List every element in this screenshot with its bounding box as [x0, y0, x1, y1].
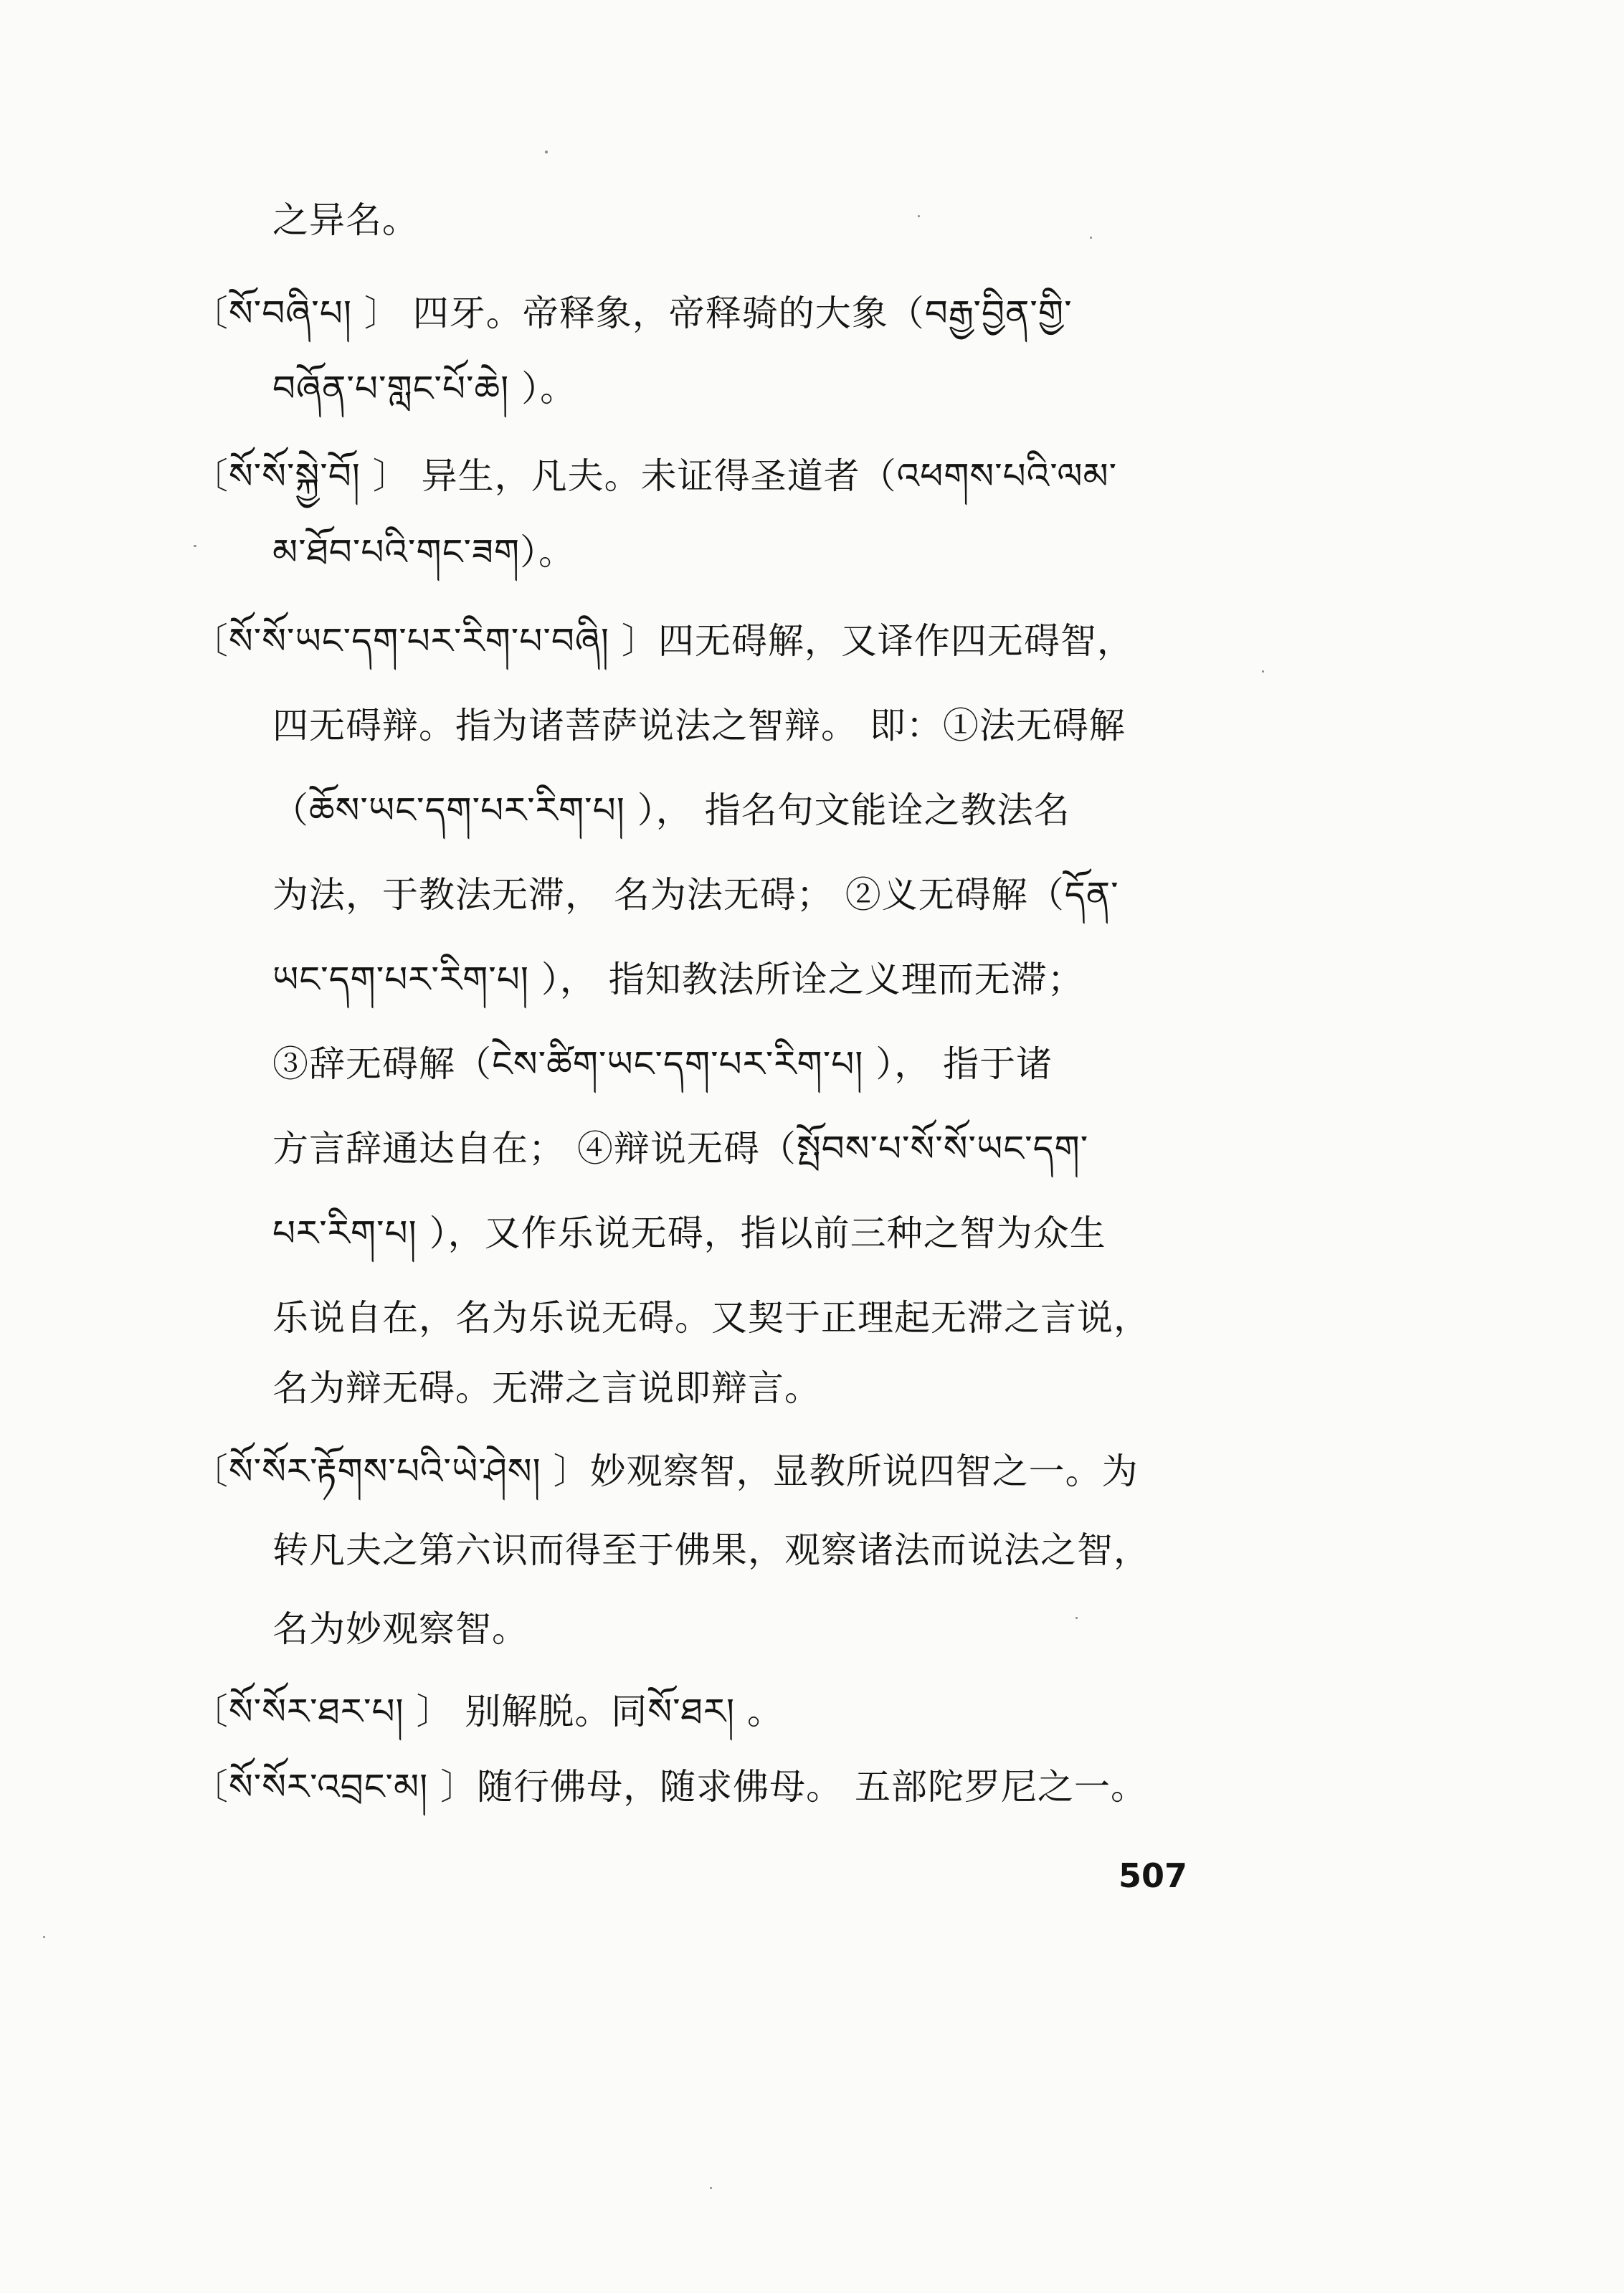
scan-speck: [194, 545, 196, 547]
page-number: 507: [1119, 1856, 1188, 1895]
entry-headword-line: 〔སོ་སོར་རྟོགས་པའི་ཡེ་ཤེས། 〕妙观察智，显教所说四智之一。为: [192, 1451, 1139, 1492]
entry-text-line: པར་རིག་པ། ），又作乐说无碍，指以前三种之智为众生: [272, 1212, 1106, 1254]
entry-headword-line: 〔སོ་སོ་སྐྱེ་བོ། 〕 异生，凡夫。未证得圣道者（འཕགས་པའི་ལམ་: [192, 455, 1118, 497]
entry-text-line: མ་ཐོབ་པའི་གང་ཟག）。: [272, 531, 576, 573]
entry-text-line: 四无碍辩。指为诸菩萨说法之智辩。 即：①法无碍解: [272, 705, 1126, 746]
scan-speck: [918, 215, 920, 217]
entry-headword-line: 〔སོ་སོར་འབྲང་མ། 〕随行佛母，随求佛母。 五部陀罗尼之一。: [192, 1766, 1148, 1808]
entry-text-line: 之异名。: [272, 199, 419, 241]
entry-headword-line: 〔སོ་སོར་ཐར་པ། 〕 别解脱。同སོ་ཐར། 。: [192, 1691, 784, 1732]
scan-speck: [545, 151, 548, 153]
entry-text-line: 名为辩无碍。无滞之言说即辩言。: [272, 1367, 821, 1409]
scan-speck: [1262, 670, 1264, 673]
scan-speck: [43, 1936, 45, 1938]
entry-text-line: 名为妙观察智。: [272, 1608, 528, 1650]
scan-speck: [710, 2187, 712, 2189]
entry-headword-line: 〔སོ་བཞི་པ། 〕 四牙。帝释象，帝释骑的大象（བརྒྱ་བྱིན་གྱི་: [192, 293, 1073, 334]
entry-text-line: 方言辞通达自在； ④辩说无碍（སྤོབས་པ་སོ་སོ་ཡང་དག་: [272, 1128, 1089, 1169]
entry-text-line: 乐说自在，名为乐说无碍。又契于正理起无滞之言说，: [272, 1297, 1150, 1339]
entry-text-line: 为法，于教法无滞， 名为法无碍； ②义无碍解（དོན་: [272, 874, 1119, 916]
entry-text-line: ③辞无碍解（ངེས་ཚིག་ཡང་དག་པར་རིག་པ། ）， 指于诸: [272, 1043, 1053, 1085]
entry-headword-line: 〔སོ་སོ་ཡང་དག་པར་རིག་པ་བཞི། 〕四无碍解，又译作四无碍智，: [192, 620, 1134, 662]
entry-text-line: བཞོན་པ་གླང་པོ་ཆེ། ）。: [272, 368, 577, 409]
entry-text-line: （ཆོས་ཡང་དག་པར་རིག་པ། ）， 指名句文能诠之教法名: [272, 789, 1070, 831]
scan-speck: [1090, 237, 1092, 239]
entry-text-line: 转凡夫之第六识而得至于佛果，观察诸法而说法之智，: [272, 1529, 1150, 1571]
scan-speck: [1075, 1617, 1078, 1619]
entry-text-line: ཡང་དག་པར་རིག་པ། ）， 指知教法所诠之义理而无滞；: [272, 959, 1084, 1000]
